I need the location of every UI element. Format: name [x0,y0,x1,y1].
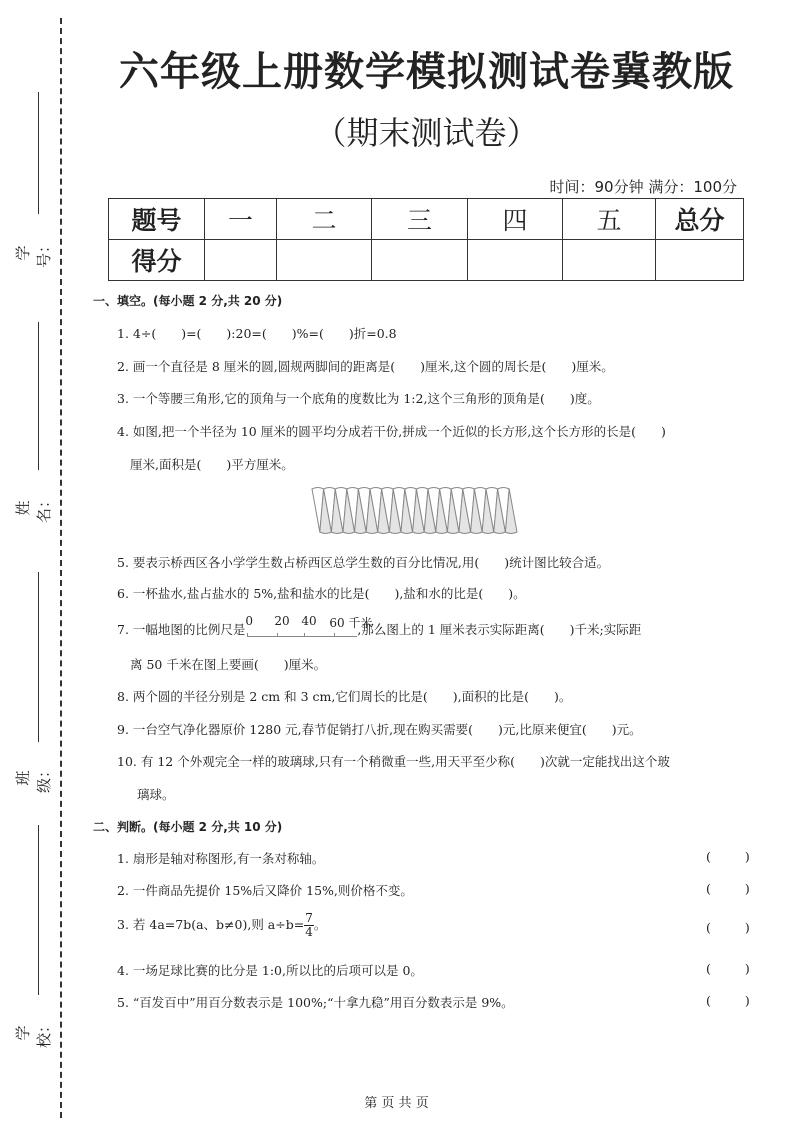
question-1: 1. 4÷( )=( ):20=( )%=( )折=0.8 [117,326,397,341]
question-7-text: ,那么图上的 1 厘米表示实际距离( )千米;实际距 [357,622,642,637]
scale-label: 60 千米 [329,616,373,630]
time-info: 时间：90分钟 满分：100分 [549,178,737,196]
paren-close: ) [744,993,750,1008]
paren-open: ( [706,849,711,864]
page-title: 六年级上册数学模拟测试卷冀教版 [119,49,734,95]
question-6: 6. 一杯盐水,盐占盐水的 5%,盐和盐水的比是( ),盐和水的比是( )。 [117,586,526,601]
paren-close: ) [744,920,750,935]
section2-heading: 二、判断。(每小题 2 分,共 10 分) [93,820,283,834]
score-table [108,198,744,281]
name-line [38,322,39,470]
question-3: 3. 一个等腰三角形,它的顶角与一个底角的度数比为 1:2,这个三角形的顶角是( )度。 [117,391,600,406]
header-cell: 三 [372,199,468,240]
question-10-line1: 10. 有 12 个外观完全一样的玻璃球,只有一个稍微重一些,用天平至少称( )次就一定能找出这个玻 [117,754,670,769]
answer-blank[interactable] [706,849,750,864]
page-footer: 第 页 共 页 [364,1096,429,1111]
school-line [38,825,39,995]
question-4-line1: 4. 如图,把一个半径为 10 厘米的圆平均分成若干份,拼成一个近似的长方形,这个长方形的长是( ) [117,424,666,439]
scale-label: 20 [274,614,290,628]
question-7-line2: 离 50 千米在图上要画( )厘米。 [130,657,327,672]
student-id-label: 学号： [14,237,53,268]
paren-open: ( [706,920,711,935]
question-5: 5. 要表示桥西区各小学学生数占桥西区总学生数的百分比情况,用( )统计图比较合适。 [117,555,610,570]
fraction [304,912,314,939]
name-label: 姓名： [14,492,53,523]
circle-rearranged-rectangle-figure [308,486,518,536]
answer-blank[interactable] [706,993,750,1008]
denominator: 4 [305,925,313,939]
header-cell: 二 [277,199,372,240]
header-cell: 一 [205,199,277,240]
header-cell: 四 [468,199,563,240]
judge-question-1: 1. 扇形是轴对称图形,有一条对称轴。 [117,851,325,866]
paren-open: ( [706,993,711,1008]
judge-question-2: 2. 一件商品先提价 15%后又降价 15%,则价格不变。 [117,883,413,898]
question-7-text: 7. 一幅地图的比例尺是 [117,622,246,637]
paren-open: ( [706,961,711,976]
row-label: 得分 [109,240,205,281]
answer-blank[interactable] [706,920,750,935]
paren-close: ) [744,961,750,976]
judge-question-3-tail: 。 [313,917,327,932]
header-cell: 五 [563,199,656,240]
header-cell: 总分 [656,199,744,240]
score-table-header-row [109,199,744,240]
judge-question-5: 5. “百发百中”用百分数表示是 100%;“十拿九稳”用百分数表示是 9%。 [117,995,514,1010]
score-cell[interactable] [656,240,744,281]
score-cell[interactable] [372,240,468,281]
question-4-line2: 厘米,面积是( )平方厘米。 [130,457,294,472]
map-scale-bar [245,614,373,640]
judge-question-4: 4. 一场足球比赛的比分是 1:0,所以比的后项可以是 0。 [117,963,423,978]
paren-open: ( [706,881,711,896]
question-8: 8. 两个圆的半径分别是 2 cm 和 3 cm,它们周长的比是( ),面积的比是( )。 [117,689,572,704]
judge-question-3-text: 3. 若 4a=7b(a、b≠0),则 a÷b= [117,917,305,932]
paren-close: ) [744,849,750,864]
class-label: 班级： [14,762,53,793]
question-2: 2. 画一个直径是 8 厘米的圆,圆规两脚间的距离是( )厘米,这个圆的周长是( )厘米。 [117,359,614,374]
score-cell[interactable] [205,240,277,281]
score-table-score-row [109,240,744,281]
question-9: 9. 一台空气净化器原价 1280 元,春节促销打八折,现在购买需要( )元,比原来便宜( )元。 [117,722,642,737]
question-10-line2: 璃球。 [137,787,175,802]
class-line [38,572,39,742]
score-cell[interactable] [563,240,656,281]
question-7-line1 [117,614,642,640]
page-subtitle: （期末测试卷） [314,114,539,152]
score-cell[interactable] [277,240,372,281]
header-cell: 题号 [109,199,205,240]
school-label: 学校： [14,1017,53,1048]
scale-label: 40 [301,614,317,628]
section1-heading: 一、填空。(每小题 2 分,共 20 分) [93,294,283,308]
paren-close: ) [744,881,750,896]
binding-dashed-line [60,18,62,1118]
scale-label: 0 [245,614,254,628]
answer-blank[interactable] [706,961,750,976]
numerator: 7 [305,911,313,925]
score-cell[interactable] [468,240,563,281]
judge-question-3 [117,912,326,939]
answer-blank[interactable] [706,881,750,896]
